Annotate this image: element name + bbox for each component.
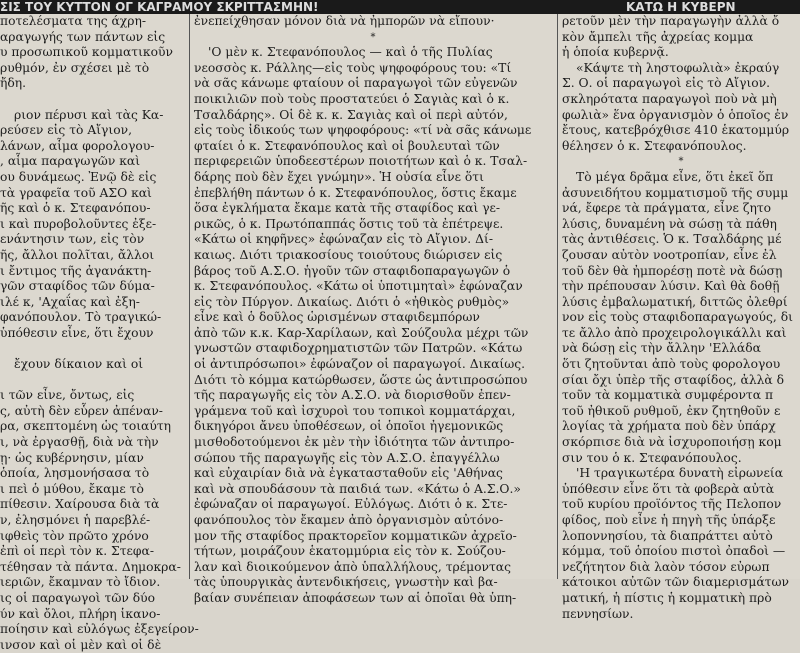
- text-line: περιφερειῶν ὑποδεεστέρων ποιοτήτων καὶ ὁ κ. Τσαλ-: [194, 154, 528, 169]
- text-line: ὑπόθεσιν εἶνε ὅτι τὰ φοβερὰ αὐτὰ: [562, 481, 775, 496]
- text-line: σίαι ὄχι ὑπὲρ τῆς σταφίδος, ἀλλὰ δ: [562, 372, 785, 387]
- text-line: Σ. Ο. οἱ παραγωγοὶ εἰς τὸ Αἴγιον.: [562, 76, 771, 91]
- text-line: ἐπὶ οἱ περὶ τὸν κ. Στεφα-: [0, 544, 154, 559]
- text-line: ενάντησιν των, εἰς τὸν: [0, 232, 145, 247]
- text-line: ς, αὐτὴ δὲν εὗρεν ἀπέναν-: [0, 403, 163, 418]
- text-line: ὑπόθεσιν εἶνε, ὅτι ἔχουν: [0, 325, 154, 340]
- text-line: τοῦ δὲν θὰ ἠμπορέσῃ ποτὲ νὰ δώσῃ: [562, 263, 783, 278]
- text-line: τὰς ἀντιθέσεις. Ὁ κ. Τσαλδάρης μέ: [562, 232, 782, 247]
- text-line: φανόπουλον. Τὸ τραγικώ-: [0, 310, 162, 325]
- text-line: ποίησιν καὶ εὐλόγως ἐξεγείρον-: [0, 622, 199, 637]
- text-line: γνωστῶν σταφιδοχρηματιστῶν τῶν Πατρῶν. «Κάτω: [194, 341, 523, 356]
- text-line: ἐφώναζαν οἱ παραγωγοί. Εὐλόγως. Διότι ὁ κ. Στε-: [194, 497, 508, 512]
- text-line: τὰς ὑπουργικὰς ἀντενδικήσεις, γνωστὴν καὶ βα-: [194, 575, 498, 590]
- headline-left: ΣΙΣ ΤΟΥ ΚΥΤΤΟΝ ΟΓ ΚΑΓΡΑΜΟΥ ΣΚΡΙΤΤΑΣΜΗΝ!: [0, 0, 319, 14]
- text-line: τῆς παραγωγῆς εἰς τὸν Α.Σ.Ο. νὰ διορισθοῦν ἐπεν-: [194, 388, 511, 403]
- text-line: τέθησαν τὰ πάντα. Δημοκρα-: [0, 559, 181, 574]
- text-line: φταίει ὁ κ. Στεφανόπουλος καὶ οἱ βουλευταὶ τῶν: [194, 138, 500, 153]
- text-line: κόμμα, τοῦ ὁποίου πιστοὶ ὀπαδοὶ —: [562, 544, 786, 559]
- text-line: ὅσα ἐγκλήματα ἔκαμε κατὰ τῆς σταφίδος καὶ γε-: [194, 201, 501, 216]
- text-line: λοποννησίου, τὰ διαπράττει αὐτὸ: [562, 528, 773, 543]
- text-line: ῆς, ἄλλοι πολῖται, ἄλλοι: [0, 247, 155, 262]
- text-line: κὸν ἄμπελι τῆς ἀχρείας κομμα: [562, 29, 754, 44]
- text-line: ι καὶ πυροβολοῦντες ἐξε-: [0, 216, 157, 231]
- text-line: μον τῆς σταφίδος πρακτορεῖον κομματικῶν ἀχρεῖο-: [194, 528, 517, 543]
- column-divider: [189, 14, 190, 579]
- section-separator: *: [678, 156, 684, 168]
- text-line: ρυθμόν, ἐν σχέσει μὲ τὸ: [0, 60, 150, 75]
- text-line: ποτελέσματα της άχρη-: [0, 14, 147, 28]
- text-line: λύσις ἐμβαλωματική, διττῶς ὀλεθρί: [562, 294, 788, 309]
- text-line: ὁποία, λησμονήσασα τὸ: [0, 466, 150, 481]
- text-line: καιως. Διότι τριακοσίους τοιούτους διώρισεν εἰς: [194, 247, 503, 262]
- text-line: ὅτι ζητοῦνται ἀπὸ τοὺς φορολογου: [562, 357, 781, 372]
- text-line: ἔχουν δίκαιον καὶ οἱ: [14, 357, 144, 372]
- text-line: υ προσωπικοῦ κομματικοῦν: [0, 45, 173, 60]
- text-line: κάτοικοι αὐτῶν τῶν διαμερισμάτων: [562, 575, 789, 590]
- text-line: οἱ ἀντιπρόσωποι» ἐφώναζον οἱ παραγωγοί. Δικαίως.: [194, 357, 526, 372]
- text-line: τὰ γραφεῖα τοῦ ΑΣΟ καὶ: [0, 185, 152, 200]
- text-line: καὶ νὰ σπουδάσουν τὰ παιδιά των. «Κάτω ὁ Α.Σ.Ο.»: [194, 481, 521, 496]
- text-line: ρικῶς, ὁ κ. Πρωτόπαππάς ὅστις τοῦ τὰ ἐπέτρεψε.: [194, 216, 504, 231]
- text-line: δάρης ποὺ δὲν ἔχει γνώμην». Ἡ οὐσία εἶνε ὅτι: [194, 169, 484, 184]
- article-column-left: [0, 14, 199, 652]
- text-line: σκόρπισε διὰ νὰ ἰσχυροποιήσῃ κομ: [562, 435, 782, 450]
- article-column-right: [562, 14, 800, 621]
- text-line: λαν καὶ διοικούμενον ἀπὸ ὑπαλλήλους, τρέμοντας: [194, 559, 511, 574]
- text-line: 'Ο μὲν κ. Στεφανόπουλος — καὶ ὁ τῆς Πυλίας: [208, 45, 493, 60]
- text-line: νεζήτητον διὰ λαὸν τόσον εὐρωπ: [562, 559, 770, 574]
- text-line: ι τῶν εἶνε, ὄντως, εἰς: [0, 388, 135, 403]
- text-line: λύσις, δυναμένη νὰ σώσῃ τὰ πάθη: [562, 216, 777, 231]
- text-line: ἀπὸ τῶν κ.κ. Καρ-Χαρίλαων, καὶ Σούζουλα μέχρι τῶν: [194, 325, 529, 340]
- text-line: νὰ δώσῃ εἰς τὴν ἄλλην 'Ελλάδα: [562, 341, 761, 356]
- text-line: καὶ εὐχαιρίαν διὰ νὰ ἐγκατασταθοῦν εἰς 'Αθήνας: [194, 466, 503, 481]
- headline-right: ΚΑΤΩ Η ΚΥΒΕΡΝ: [626, 0, 736, 14]
- text-line: εἰς τὸν Πύργον. Δικαίως. Διότι ὁ «ἠθικὸς ρυθμὸς»: [194, 294, 510, 309]
- text-line: ι, νὰ ἐργασθῇ, διὰ νὰ τὴν: [0, 435, 159, 450]
- text-line: νά, ἔφερε τὰ πράγματα, εἶνε ζητο: [562, 201, 772, 216]
- text-line: λάνων, αἷμα φορολογου-: [0, 138, 155, 153]
- text-line: εἶνε καὶ ὁ δοῦλος ὡρισμένων σταφιδεμπόρων: [194, 310, 480, 325]
- text-line: Διότι τὸ κόμμα κατώρθωσεν, ὥστε ὡς ἀντιπροσώπου: [194, 372, 528, 387]
- text-line: φωλιὰ» ἕνα ὀργανισμὸν ὁ ὁποῖος ἐν: [562, 107, 789, 122]
- text-line: εἰς τοὺς ἰδικούς των ψηφοφόρους: «τί νὰ σᾶς κάνωμε: [194, 123, 532, 138]
- text-line: Τσαλδάρης». Οἱ δὲ κ. κ. Σαγιὰς καὶ οἱ περὶ αὐτόν,: [194, 107, 508, 122]
- text-line: ἡ ὁποία κυβερνᾷ.: [562, 45, 669, 60]
- text-line: ριον πέρυσι καὶ τὰς Κα-: [14, 107, 164, 122]
- text-line: «Κάτω οἱ κηφῆνες» ἐφώναζαν εἰς τὸ Αἴγιον. Δί-: [194, 232, 493, 247]
- text-line: φίδος, ποὺ εἶνε ἡ πηγὴ τῆς ὑπάρξε: [562, 513, 776, 527]
- text-line: ι ἔντιμος τῆς ἀγανάκτη-: [0, 263, 152, 278]
- text-line: τὴν πρέπουσαν λύσιν. Καὶ θὰ δοθῇ: [562, 279, 780, 294]
- text-line: ρετοῦν μὲν τὴν παραγωγὴν ἀλλὰ ὄ: [562, 14, 780, 28]
- text-line: γῶν σταφίδος τῶν δύμα-: [0, 279, 155, 294]
- text-line: [0, 373, 186, 389]
- text-line: ρεύσεν εἰς τὸ Αἴγιον,: [0, 123, 132, 138]
- text-line: νον εἰς τοὺς σταφιδοπαραγωγούς, δι: [562, 310, 793, 325]
- text-line: σιν του ὁ κ. Στεφανόπουλος.: [562, 450, 742, 465]
- section-separator: *: [370, 31, 376, 43]
- text-line: τοῦ κυρίου προϊόντος τῆς Πελοπον: [562, 497, 782, 512]
- text-line: «Κάψτε τὴ ληστοφωλιὰ» ἐκραύγ: [576, 60, 780, 75]
- text-line: σώπου τῆς παραγωγῆς εἰς τὸν Α.Σ.Ο. ἐπαγγέλλω: [194, 450, 500, 465]
- text-line: τοῦ ἠθικοῦ ρυθμοῦ, ἐκν ζητηθοῦν ε: [562, 403, 781, 418]
- text-line: [0, 92, 186, 108]
- text-line: αραγωγής των πάντων εἰς: [0, 29, 166, 44]
- text-line: λογίας τὰ χρήματα ποὺ δὲν ὑπάρχ: [562, 419, 776, 434]
- text-line: τήτων, μοιράζουν ἑκατομμύρια εἰς τὸν κ. Σούζου-: [194, 544, 506, 559]
- text-line: κ. Στεφανόπουλος. «Κάτω οἱ ὑποτιμηταὶ» ἐφώναζαν: [194, 279, 523, 294]
- text-line: τε ἄλλο ἀπὸ προχειρολογικάλλι καὶ: [562, 325, 787, 340]
- text-line: ου δυνάμεως. Ἐνῷ δὲ εἰς: [0, 169, 157, 184]
- text-line: ἤδη.: [0, 76, 27, 91]
- text-line: ύν καὶ ὄλοι, πλήρη ἱκανο-: [0, 606, 161, 621]
- text-line: ιφθεὶς τὸν πρῶτο χρόνο: [0, 528, 149, 543]
- text-line: ἐπεβλήθη πάντων ὁ κ. Στεφανόπουλος, ὅστις ἔκαμε: [194, 185, 517, 200]
- headline-strip: [0, 0, 800, 14]
- text-line: ν, ἐλησμόνει ἡ παρεβλέ-: [0, 513, 151, 527]
- text-line: γράμενα τοῦ καὶ ἰσχυροὶ του τοπικοὶ κομματάρχαι,: [194, 403, 516, 418]
- text-line: ῆς καὶ ὁ κ. Στεφανόπου-: [0, 201, 151, 216]
- article-column-middle: [194, 14, 552, 605]
- text-line: δικηγόροι ἄνευ ὑποθέσεων, οἱ ὁποῖοι ἠγεμονικῶς: [194, 419, 504, 434]
- text-line: πεννησίων.: [562, 606, 634, 621]
- text-line: ῃ· ὡς κυβέρνησιν, μίαν: [0, 450, 144, 465]
- text-line: τοῦν τὰ κομματικὰ συμφέροντα π: [562, 388, 774, 403]
- text-line: ιεριῶν, ἔκαμναν τὸ ἴδιον.: [0, 575, 161, 590]
- text-line: ματική, ἡ πίστις ἡ κομματικὴ πρὸ: [562, 590, 772, 605]
- column-divider: [557, 14, 558, 579]
- text-line: [0, 341, 186, 357]
- text-line: μισθοδοτούμενοι ἐκ μὲν τὴν ἰδιότητα τῶν ἀντιπρο-: [194, 435, 515, 450]
- text-line: ζουσαν αὐτὸν νοοτροπίαν, εἶνε ἐλ: [562, 247, 777, 262]
- text-line: Τὸ μέγα δρᾶμα εἶνε, ὅτι ἐκεῖ ὅπ: [576, 169, 774, 184]
- text-line: βάρος τοῦ Α.Σ.Ο. ἡγοῦν τῶν σταφιδοπαραγωγῶν ὁ: [194, 263, 511, 278]
- text-line: νεοσσὸς κ. Ράλλης—εἰς τοὺς ψηφοφόρους του: «Τί: [194, 60, 512, 75]
- text-line: ιλέ κ, 'Αχαΐας καὶ ἐξη-: [0, 294, 140, 309]
- text-line: ις οἱ παραγωγοὶ τῶν δύο: [0, 590, 156, 605]
- text-line: σκληρότατα παραγωγοὶ ποὺ νὰ μὴ: [562, 91, 777, 106]
- text-line: ρα, σκεπτομένη ὡς τοιαύτη: [0, 419, 172, 434]
- text-line: ποικιλιῶν ποὺ τοὺς προστατεύει ὁ Σαγιὰς καὶ ὁ κ.: [194, 91, 510, 106]
- text-line: θέλησεν ὁ κ. Στεφανόπουλος.: [562, 138, 747, 153]
- text-line: ἀσυνειδήτου κομματισμοῦ τῆς συμμ: [562, 185, 789, 200]
- text-line: 'Η τραγικωτέρα δυνατὴ εἰρωνεία: [576, 466, 784, 481]
- text-line: ἔτους, κατεβρόχθισε 410 ἑκατομμύρ: [562, 123, 790, 138]
- text-line: φανόπουλος τὸν ἔκαμεν ἀπὸ ὀργανισμὸν αὐτόνο-: [194, 513, 504, 527]
- text-line: ινσον καὶ οἱ μὲν καὶ οἱ δὲ: [0, 637, 162, 652]
- text-line: πίθεσιν. Χαίρουσα διὰ τὰ: [0, 497, 160, 512]
- text-line: ἐνεπείχθησαν μόνον διὰ νὰ ἠμπορῶν νὰ εἴπουν·: [194, 14, 495, 28]
- text-line: ι πεὶ ὁ μύθου, ἔκαμε τὸ: [0, 481, 144, 496]
- text-line: βαίαν συνέπειαν ἀποφάσεων των αἱ ὁποῖαι θὰ ὑπη-: [194, 590, 517, 605]
- text-line: νὰ σᾶς κάνωμε φταίουν οἱ παραγωγοὶ τῶν εὐγενῶν: [194, 76, 518, 91]
- text-line: , αἷμα παραγωγῶν καὶ: [0, 154, 141, 169]
